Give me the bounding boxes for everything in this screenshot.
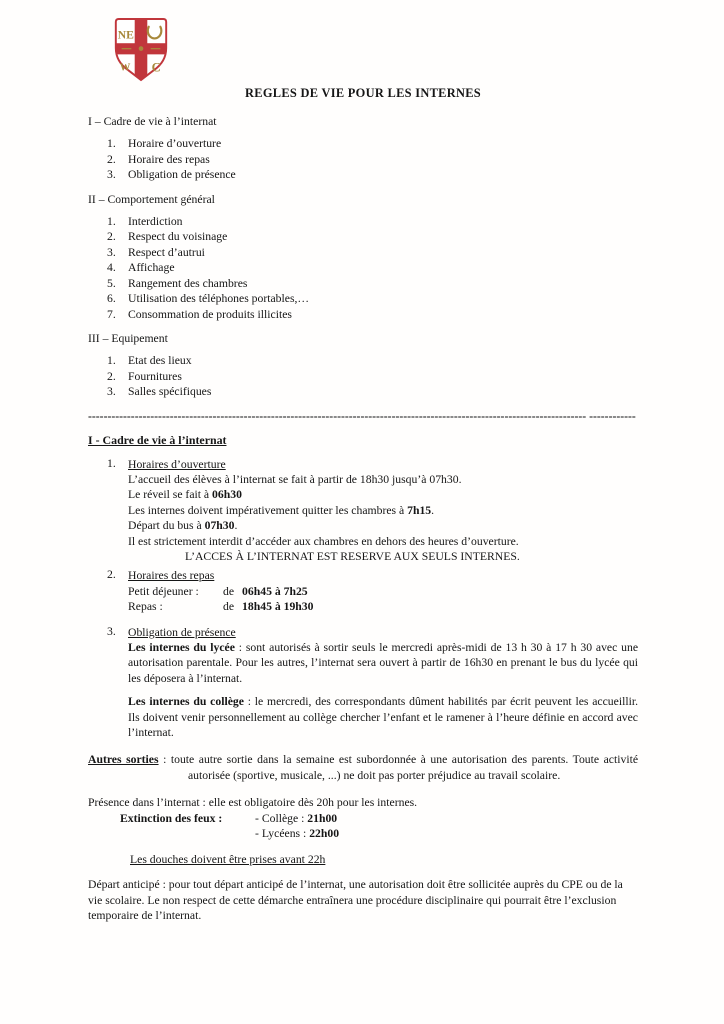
extinction-row-college [120,811,638,827]
meal-preposition: de [223,600,235,614]
outline-item [107,260,638,276]
paragraph-lead: Autres sorties [88,753,159,767]
outline-item-text: Affichage [128,261,175,274]
meal-time-range: 06h45 à 7h25 [242,584,308,598]
rule-item-heading: Horaires d’ouverture [128,457,226,471]
extinction-value [255,811,337,827]
outline-item [107,245,638,261]
outline-item [107,276,638,292]
outline-item-text: Horaire d’ouverture [128,137,222,150]
text-segment: Les internes doivent impérativement quitter les chambres à [128,503,408,517]
outline-section-3-label: III – Equipement [88,332,168,345]
outline-item-number: 1. [107,354,116,367]
text-segment: Le réveil se fait à [128,488,213,502]
rule-item-heading: Obligation de présence [128,625,236,639]
outline [88,114,638,400]
meal-preposition: de [223,584,235,598]
rule-item-number: 3. [107,624,116,638]
outline-item [107,353,638,369]
extinction-item-text: - Collège : [255,811,308,825]
crest-center-ornament [139,46,144,51]
outline-section-1-label: I – Cadre de vie à l’internat [88,115,217,128]
outline-item [107,152,638,168]
outline-item [107,214,638,230]
crest-letter-br: C [151,60,161,75]
rule-item-content [128,625,638,741]
paragraph-lead: Les internes du lycée [128,640,235,654]
crest-band-script-right [151,48,161,49]
rule-item-content [128,457,638,565]
text-line: Il est strictement interdit d’accéder aux chambres en dehors des heures d’ouverture. [128,534,519,548]
outline-item-text: Rangement des chambres [128,276,248,290]
extinction-time: 22h00 [309,827,340,841]
meal-time-range: 18h45 à 19h30 [242,600,314,614]
outline-item-number: 3. [107,168,116,181]
paragraph-text: : sont autorisés à sortir seuls le mercredi après-midi de 13 h 30 à 17 h 30 avec une autorisation parentale. Pour les autres, l’internat sera ouvert à partir de 16h30 en prenant le bus du lycée qui les déposera à l’internat. [128,640,639,685]
outline-section-2-list [107,214,638,323]
paragraph-autres-sorties [88,752,638,783]
outline-item [107,384,638,400]
rule-item-horaires-repas [88,568,638,614]
outline-item-text: Respect du voisinage [128,230,228,243]
paragraph-text: : le mercredi, des correspondants dûment habilités par écrit peuvent les accueillir. Ils doivent venir personnellement au collège chercher l’enfant et le ramener à l’heure définie en accord avec l’internat. [128,695,638,739]
outline-item-number: 2. [107,230,116,243]
rule-item-horaires-ouverture [88,457,638,565]
meal-row [128,584,638,599]
text-segment: Départ du bus à [128,519,205,533]
crest-letter-tl: NE [117,28,134,42]
outline-item-text: Fournitures [128,369,182,383]
crest-band-script-left [122,48,132,49]
outline-item-text: Respect d’autrui [128,245,205,259]
separator-dashes-short: ------------ [589,409,636,423]
outline-item-text: Etat des lieux [128,354,192,367]
rule-item-content [128,568,638,614]
extinction-item-text: - Lycéens : [255,827,310,841]
outline-item-text: Utilisation des téléphones portables,… [128,292,310,305]
outline-item [107,136,638,152]
extinction-row-lyceens [255,826,638,842]
section-heading-cadre-de-vie: I - Cadre de vie à l’internat [88,432,227,447]
shield-crest-icon [110,16,172,84]
outline-item-text: Obligation de présence [128,168,236,181]
outline-section-2-label: II – Comportement général [88,192,215,206]
paragraph-internes-college [128,694,638,740]
time-value: 07h30 [204,519,235,533]
time-value: 06h30 [212,488,242,502]
text-line: L’accueil des élèves à l’internat se fait à partir de 18h30 jusqu’à 07h30. [128,472,462,486]
text-segment: . [234,519,238,533]
outline-item-number: 4. [107,261,116,274]
meal-row [128,599,638,614]
paragraph-lead: Les internes du collège [128,695,244,709]
text-segment: . [431,503,435,517]
outline-item-text: Horaire des repas [128,152,210,166]
meal-label: Petit déjeuner : [128,584,199,598]
outline-item-number: 6. [107,292,116,305]
outline-item [107,369,638,385]
outline-item [107,291,638,307]
text-line [128,503,638,518]
outline-item [107,229,638,245]
outline-item-number: 1. [107,137,116,150]
outline-item-text: Salles spécifiques [128,385,212,398]
document-content [0,86,724,923]
douches-rule: Les douches doivent être prises avant 22h [130,852,326,866]
time-value: 7h15 [407,503,432,517]
page-title: REGLES DE VIE POUR LES INTERNES [245,86,481,100]
outline-item-number: 2. [107,369,116,383]
text-line [128,518,638,533]
outline-item [107,167,638,183]
rule-item-number: 2. [107,568,116,582]
outline-section-3-list [107,353,638,400]
paragraph-text: : toute autre sortie dans la semaine est subordonnée à une autorisation des parents. Toute activité autorisée (sportive, musicale, ...) ne doit pas porter préjudice au travail scolaire. [158,753,639,782]
meal-label: Repas : [128,600,163,614]
outline-item-number: 1. [107,214,116,228]
separator-dashes-long: -------------------------------------------------------------------------------------------------------------------------------- [88,409,587,423]
extinction-time: 21h00 [307,811,338,825]
text-line [128,487,638,502]
school-crest-logo [110,16,172,84]
outline-item-text: Consommation de produits illicites [128,307,292,321]
outline-item-number: 2. [107,152,116,166]
paragraph-depart-anticipe: Départ anticipé : pour tout départ anticipé de l’internat, une autorisation doit être sollicitée auprès du CPE ou de la vie scolaire. Le non respect de cette démarche entraînera une procédure disciplinaire qui pourrait être l’exclusion temporaire de l’internat. [88,878,623,923]
outline-item-text: Interdiction [128,214,183,228]
rule-item-heading: Horaires des repas [128,569,215,583]
extinction-label: Extinction des feux : [120,811,223,825]
access-notice: L’ACCES À L’INTERNAT EST RESERVE AUX SEULS INTERNES. [185,549,520,563]
crest-letter-bl: W [119,62,131,74]
rule-item-number: 1. [107,456,116,470]
outline-item-number: 5. [107,276,116,290]
presence-rule: Présence dans l’internat : elle est obligatoire dès 20h pour les internes. [88,796,418,810]
outline-item-number: 7. [107,307,116,321]
outline-section-1-list [107,136,638,183]
dashed-separator [88,409,638,424]
outline-item [107,307,638,323]
outline-item-number: 3. [107,385,116,398]
outline-item-number: 3. [107,245,116,259]
rule-item-obligation-presence [88,625,638,741]
paragraph-internes-lycee [128,640,638,686]
